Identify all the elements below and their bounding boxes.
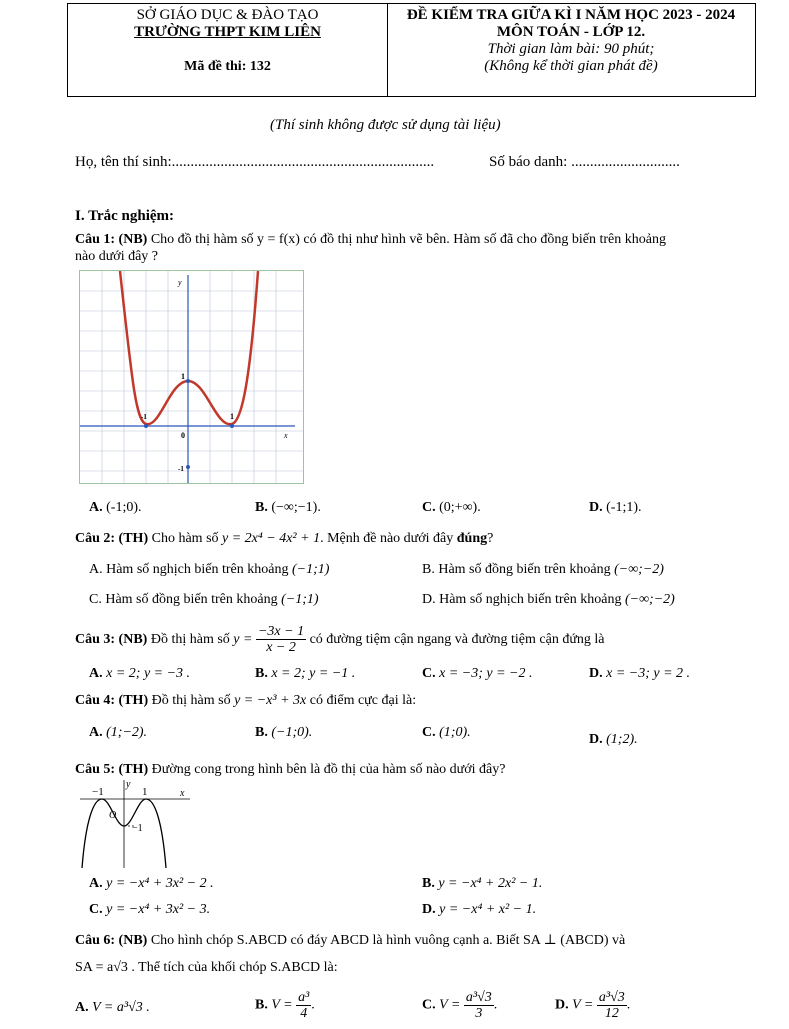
q3-option-b[interactable]: B. x = 2; y = −1 .	[255, 666, 356, 681]
q2-option-d[interactable]: D. Hàm số nghịch biến trên khoảng (−∞;−2)	[422, 592, 675, 607]
q1-option-a[interactable]: A. (-1;0).	[89, 500, 142, 515]
y-label: y	[178, 278, 182, 287]
q6-option-c[interactable]: C. V = $\frac{\text{a³√3}}{3}$ .	[422, 990, 498, 1021]
q5-option-c[interactable]: C. y = −x⁴ + 3x² − 3.	[89, 902, 211, 917]
q5-option-d[interactable]: D. y = −x⁴ + x² − 1.	[422, 902, 537, 917]
exam-title: ĐỀ KIỂM TRA GIỮA KÌ I NĂM HỌC 2023 - 2024	[406, 7, 736, 23]
question-6-label: Câu 6: (NB)	[75, 933, 148, 948]
quartic-graph	[80, 778, 195, 868]
candidate-id-field: Số báo danh: .............................	[489, 154, 680, 170]
section-title: I. Trắc nghiệm:	[75, 208, 175, 224]
header-right	[387, 4, 755, 96]
y1-label: 1	[181, 372, 185, 381]
q3-option-c[interactable]: C. x = −3; y = −2 .	[422, 666, 533, 681]
exam-header	[67, 3, 756, 97]
y-label: y	[126, 779, 131, 790]
question-1-text: Cho đồ thị hàm số y = f(x) có đồ thị như hình vẽ bên. Hàm số đã cho đồng biến trên khoảng	[150, 232, 666, 247]
q4-option-d[interactable]: D. (1;2).	[589, 732, 638, 747]
q3-numerator: −3x − 1	[257, 624, 305, 640]
ym1-label: -1	[178, 465, 184, 473]
question-5-graph	[80, 778, 195, 868]
q2-option-a[interactable]: A. Hàm số nghịch biến trên khoảng (−1;1)	[89, 562, 330, 577]
x-label: x	[180, 788, 185, 799]
question-2-label: Câu 2: (TH)	[75, 531, 149, 546]
question-6-text-2: SA = a√3 . Thể tích của khối chóp S.ABCD là:	[75, 960, 338, 975]
w-curve-graph	[80, 271, 303, 483]
xm1-label: −1	[92, 786, 104, 798]
question-2: Câu 2: (TH) Cho hàm số y = 2x⁴ − 4x² + 1. Mệnh đề nào dưới đây đúng?	[75, 531, 494, 546]
q2-option-c[interactable]: C. Hàm số đồng biến trên khoảng (−1;1)	[89, 592, 319, 607]
origin-label: O	[109, 810, 117, 821]
department-name: SỞ GIÁO DỤC & ĐÀO TẠO	[136, 7, 319, 23]
question-3-label: Câu 3: (NB)	[75, 632, 148, 647]
x1-label: 1	[142, 786, 148, 798]
x1-label: 1	[230, 412, 234, 421]
curve	[120, 271, 258, 424]
exam-code: Mã đề thi: 132	[184, 59, 271, 74]
x-label: x	[284, 431, 288, 440]
q3-option-a[interactable]: A. x = 2; y = −3 .	[89, 666, 191, 681]
q1-option-d[interactable]: D. (-1;1).	[589, 500, 642, 515]
q5-option-b[interactable]: B. y = −x⁴ + 2x² − 1.	[422, 876, 543, 891]
exam-duration: Thời gian làm bài: 90 phút;	[487, 41, 655, 57]
question-4-formula: y = −x³ + 3x	[234, 693, 307, 708]
instructions: (Thí sinh không được sử dụng tài liệu)	[270, 117, 501, 133]
header-left	[68, 4, 388, 96]
q3-option-d[interactable]: D. x = −3; y = 2 .	[589, 666, 691, 681]
q4-option-b[interactable]: B. (−1;0).	[255, 725, 313, 740]
q2-option-b[interactable]: B. Hàm số đồng biến trên khoảng (−∞;−2)	[422, 562, 664, 577]
q6-option-a[interactable]: A. V = a³√3 .	[75, 1000, 150, 1015]
q3-denominator: x − 2	[266, 640, 296, 656]
origin-label: 0	[181, 431, 185, 440]
ym1-label: −1	[132, 823, 143, 834]
question-5-label: Câu 5: (TH)	[75, 762, 149, 777]
q4-option-c[interactable]: C. (1;0).	[422, 725, 471, 740]
question-6: Câu 6: (NB) Cho hình chóp S.ABCD có đáy ABCD là hình vuông cạnh a. Biết SA ⊥ (ABCD) và	[75, 933, 626, 948]
q1-option-b[interactable]: B. (−∞;−1).	[255, 500, 321, 515]
q6-option-d[interactable]: D. V = $\frac{\text{a³√3}}{12}$ .	[555, 990, 631, 1021]
xm1-label: -1	[141, 413, 147, 421]
q1-option-c[interactable]: C. (0;+∞).	[422, 500, 481, 515]
question-1-graph	[79, 270, 304, 484]
q4-option-a[interactable]: A. (1;−2).	[89, 725, 148, 740]
question-3: Câu 3: (NB) Đồ thị hàm số y = $\frac{-3x - 1}{x - 2}$ có đường tiệm cận ngang và đường tiệm cận đứng là	[75, 624, 605, 656]
exam-subject: MÔN TOÁN - LỚP 12.	[496, 24, 646, 40]
question-4-label: Câu 4: (TH)	[75, 693, 149, 708]
q6-option-b[interactable]: B. V = $\frac{\text{a³}}{4}$ .	[255, 990, 315, 1021]
q5-option-a[interactable]: A. y = −x⁴ + 3x² − 2 .	[89, 876, 214, 891]
question-2-formula: y = 2x⁴ − 4x² + 1	[222, 531, 321, 546]
exam-duration-note: (Không kể thời gian phát đề)	[484, 58, 658, 74]
question-4: Câu 4: (TH) Đồ thị hàm số y = −x³ + 3x có điểm cực đại là:	[75, 693, 417, 708]
question-5: Câu 5: (TH) Đường cong trong hình bên là đồ thị của hàm số nào dưới đây?	[75, 762, 506, 777]
candidate-name-field: Họ, tên thí sinh:......................................................................	[75, 154, 435, 170]
question-1	[75, 232, 765, 248]
school-name: TRƯỜNG THPT KIM LIÊN	[134, 24, 321, 40]
question-1-label: Câu 1: (NB)	[75, 232, 148, 247]
question-1-text-2: nào dưới đây ?	[75, 249, 159, 264]
